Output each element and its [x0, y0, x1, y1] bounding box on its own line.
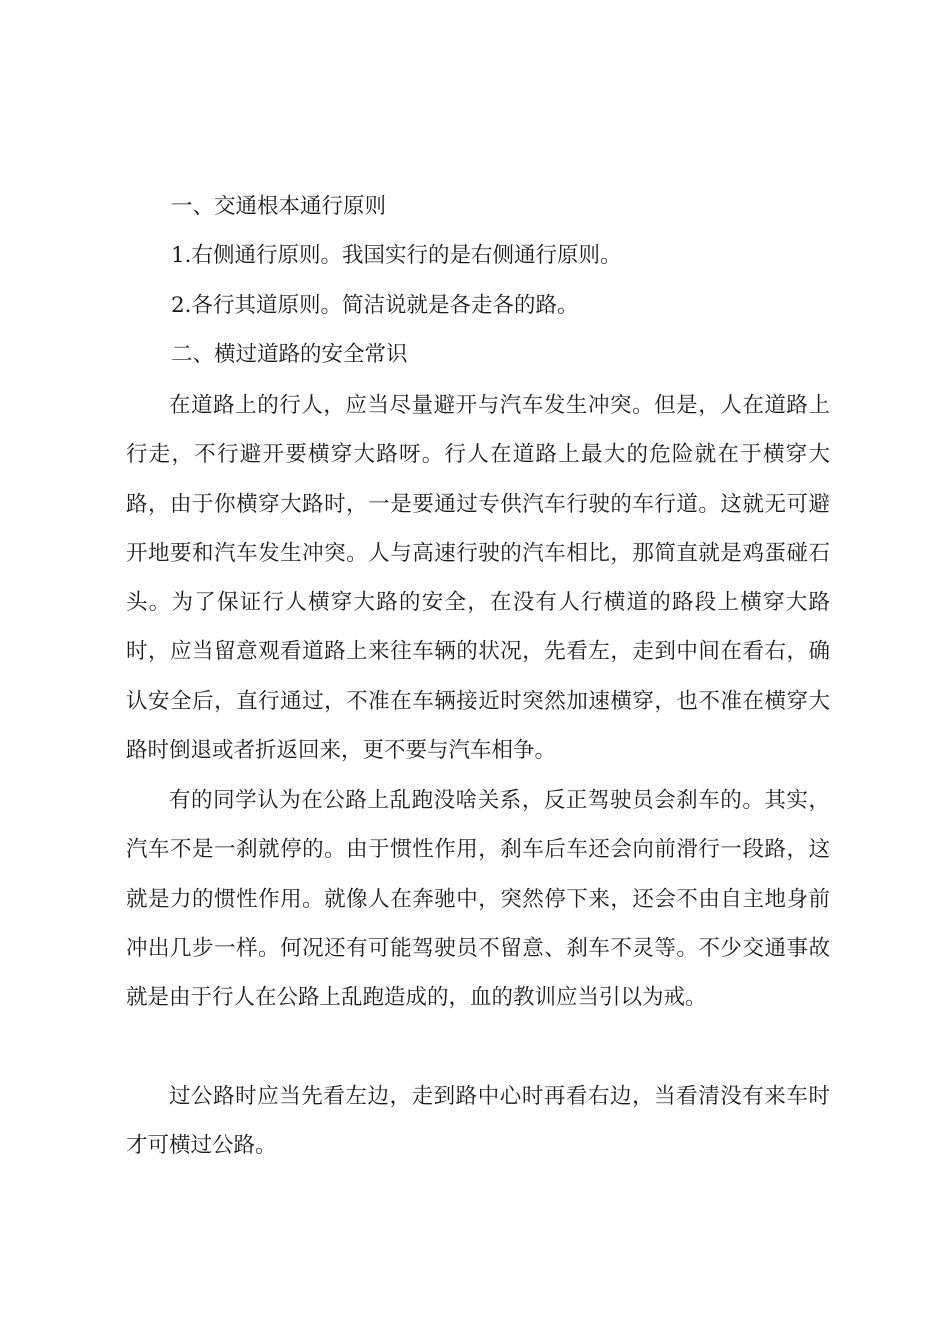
list-item-right-side-rule: 1.右侧通行原则。我国实行的是右侧通行原则。 — [171, 243, 622, 268]
body-paragraph-crossing: 在道路上的行人，应当尽量避开与汽车发生冲突。但是，人在道路上行走，不行避开要横穿大路呀。行人在道路上最大的危险就在于横穿大路，由于你横穿大路时，一是要通过专供汽车行驶的车行道。这就无可避开地要和汽车发生冲突。人与高速行驶的汽车相比，那简直就是鸡蛋碰石头。为了保证行人横穿大路的安全，在没有人行横道的路段上横穿大路时，应当留意观看道路上来往车辆的状况，先看左，走到中间在看右，确认安全后，直行通过，不准在车辆接近时突然加速横穿，也不准在横穿大路时倒退或者折返回来，更不要与汽车相争。 — [126, 393, 830, 764]
section-heading-crossing-safety: 二、横过道路的安全常识 — [171, 342, 408, 367]
body-paragraph-look-both-ways: 过公路时应当先看左边，走到路中心时再看右边，当看清没有来车时才可横过公路。 — [126, 1084, 830, 1159]
section-heading-traffic-principles: 一、交通根本通行原则 — [171, 194, 387, 219]
list-item-own-lane-rule: 2.各行其道原则。简洁说就是各走各的路。 — [171, 293, 579, 318]
body-paragraph-braking: 有的同学认为在公路上乱跑没啥关系，反正驾驶员会刹车的。其实，汽车不是一刹就停的。由于惯性作用，刹车后车还会向前滑行一段路，这就是力的惯性作用。就像人在奔驰中，突然停下来，还会不由自主地身前冲出几步一样。何况还有可能驾驶员不留意、刹车不灵等。不少交通事故就是由于行人在公路上乱跑造成的，血的教训应当引以为戒。 — [126, 788, 830, 1011]
